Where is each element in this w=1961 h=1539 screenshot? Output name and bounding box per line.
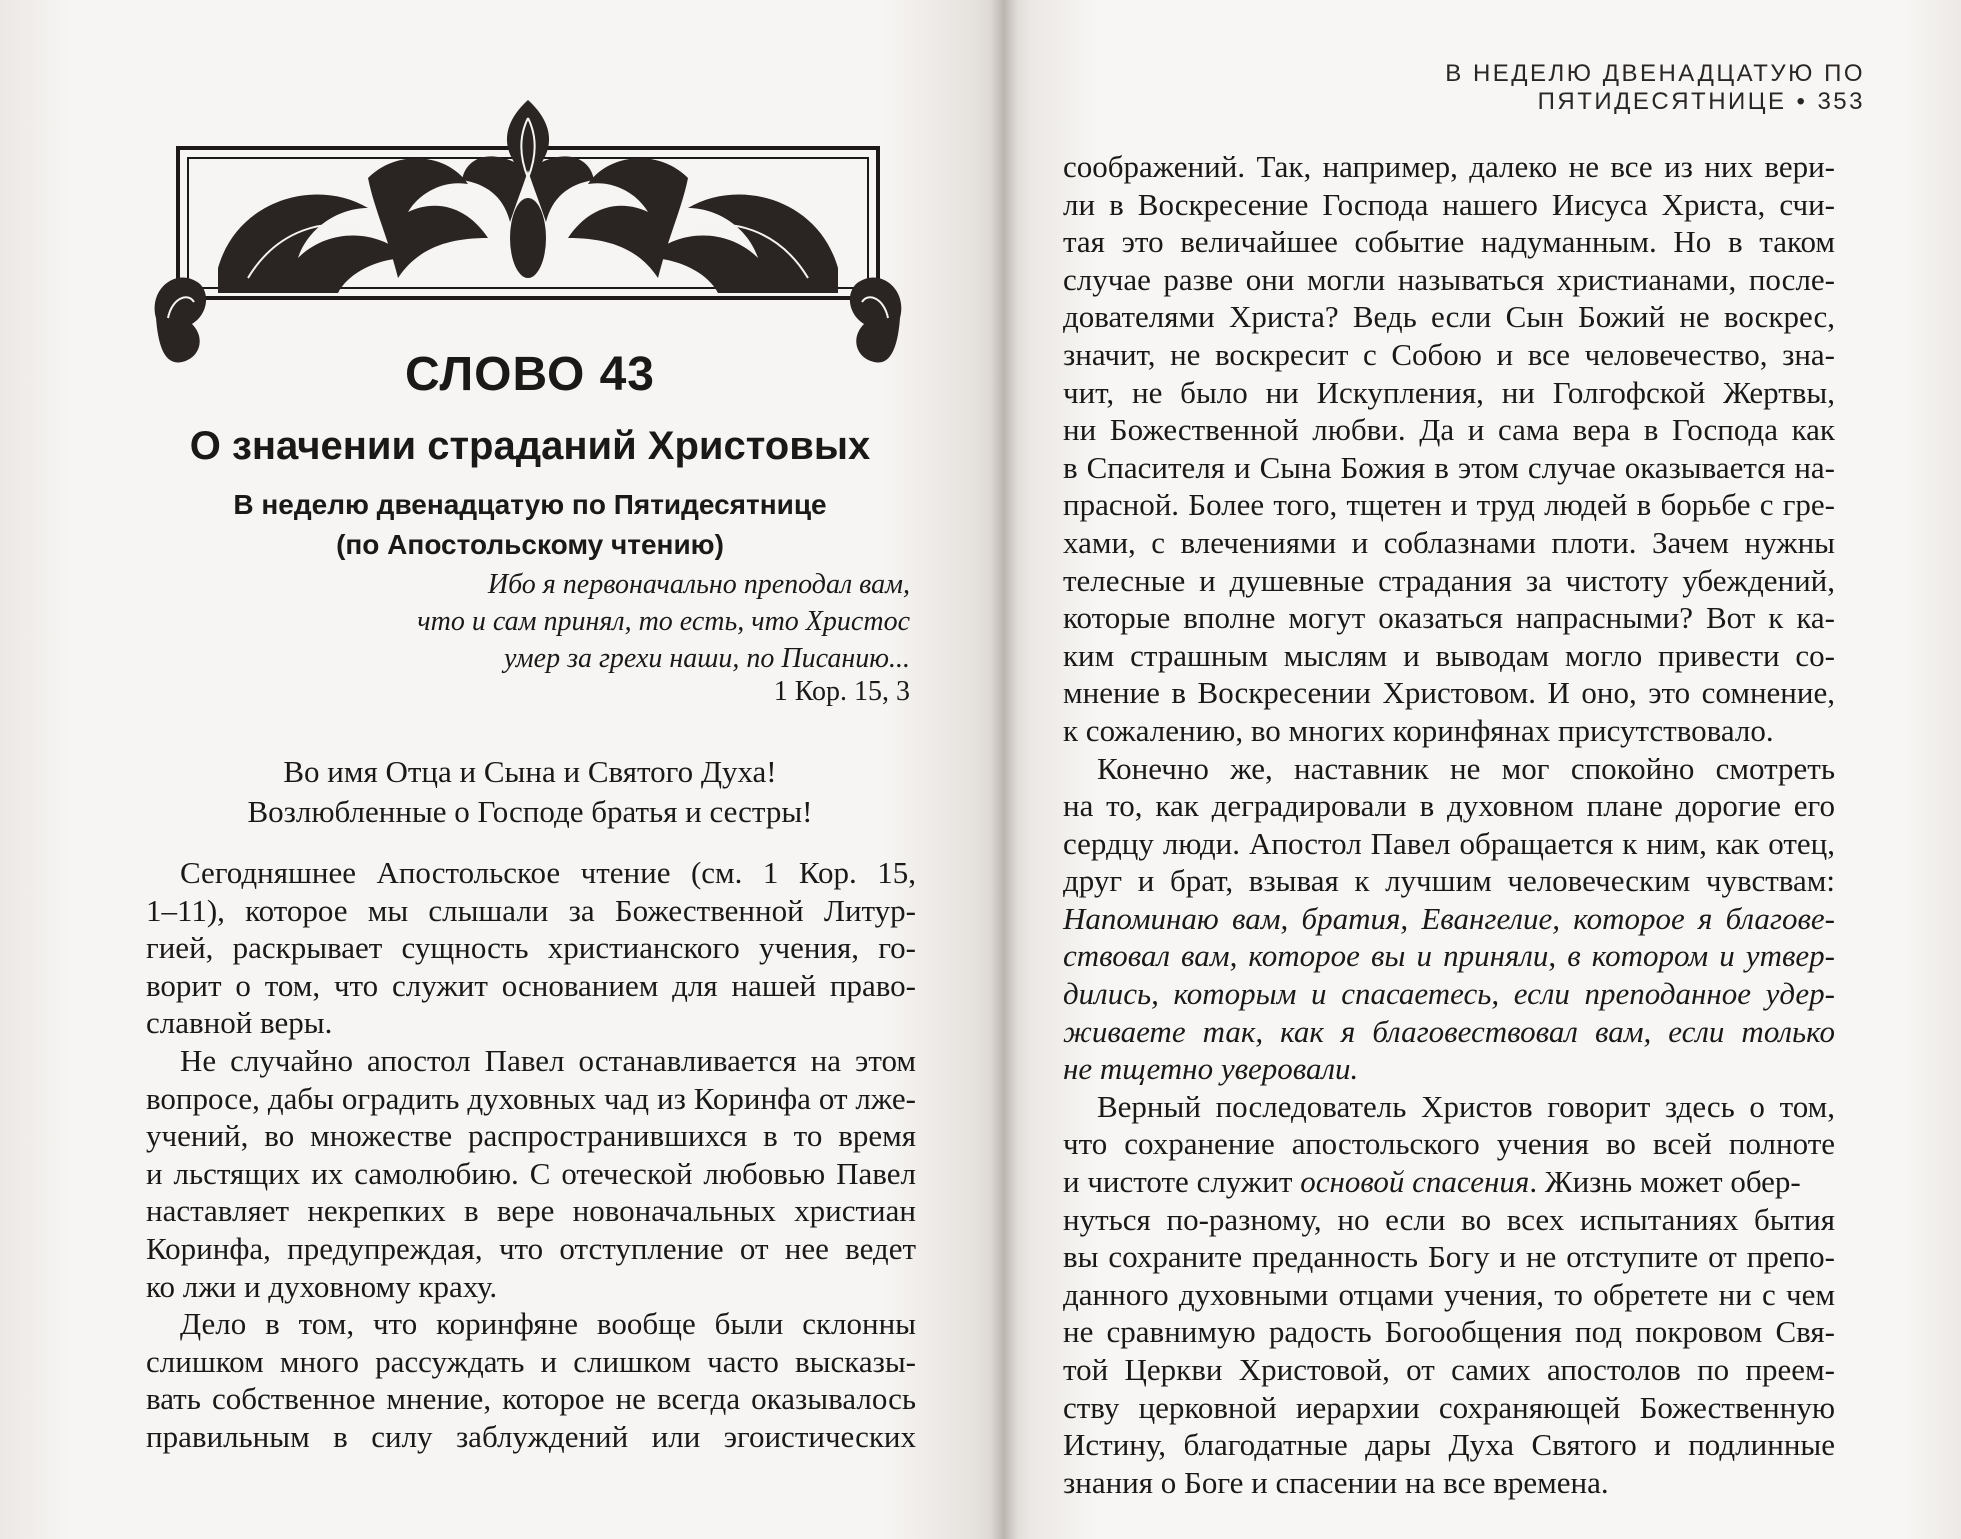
book-gutter bbox=[990, 0, 1018, 1539]
text-line: на то, как деградировали в духовном плане дорогие его bbox=[1063, 788, 1835, 824]
occasion-line-2: (по Апостольскому чтению) bbox=[336, 529, 724, 560]
text-line: что сохранение апостольского учения во всей полноте bbox=[1063, 1126, 1835, 1162]
text-line: к сожалению, во многих коринфянах присутствовало. bbox=[1063, 712, 1774, 748]
running-head bbox=[1225, 60, 1865, 116]
emphasis-phrase: основой спасения bbox=[1300, 1164, 1530, 1200]
text-line: ни Божественной любви. Да и сама вера в Господа как bbox=[1063, 412, 1835, 448]
text-line: Не случайно апостол Павел останавливается на этом bbox=[180, 1042, 916, 1078]
text-line: соображений. Так, например, далеко не все из них вери- bbox=[1063, 149, 1835, 184]
quote-line: ствовал вам, которое вы и приняли, в котором и утвер- bbox=[1063, 938, 1835, 974]
running-head-separator: • bbox=[1796, 88, 1808, 115]
text-line: мнение в Воскресении Христовом. И оно, это сомнение, bbox=[1063, 675, 1835, 711]
ornament-headpiece bbox=[148, 88, 908, 388]
text-line: Коринфа, предупреждая, что отступление от нее ведет bbox=[146, 1230, 916, 1266]
text-line: которые вполне могут оказаться напрасными? Вот к ка- bbox=[1063, 600, 1835, 636]
epigraph-line: Ибо я первоначально преподал вам, bbox=[487, 569, 910, 600]
text-line: ворит о том, что служит основанием для нашей право- bbox=[146, 967, 916, 1003]
text-line: учений, во множестве распространившихся в то время bbox=[146, 1118, 916, 1154]
text-line: правильным в силу заблуждений или эгоистических bbox=[146, 1418, 916, 1454]
invocation-line-2: Возлюбленные о Господе братья и сестры! bbox=[247, 794, 813, 829]
text-line: Сегодняшнее Апостольское чтение (см. 1 Кор. 15, bbox=[180, 855, 916, 890]
right-column-text bbox=[1063, 148, 1835, 1501]
text-line: ли в Воскресение Господа нашего Иисуса Христа, счи- bbox=[1063, 186, 1835, 222]
text-line: Истину, благодатные дары Духа Святого и подлинные bbox=[1063, 1427, 1835, 1463]
text-line: и льстящих их самолюбию. С отеческой любовью Павел bbox=[146, 1155, 916, 1191]
text-line: ству церковной иерархии сохраняющей Божественную bbox=[1063, 1389, 1835, 1425]
text-line: 1–11), которое мы слышали за Божественной Литур- bbox=[146, 892, 916, 928]
text-line: Конечно же, наставник не мог спокойно смотреть bbox=[1097, 750, 1835, 786]
text-line: вопросе, дабы оградить духовных чад из Коринфа от лже- bbox=[146, 1080, 916, 1116]
text-line: Верный последователь Христов говорит здесь о том, bbox=[1097, 1088, 1835, 1124]
text-fragment: . Жизнь может обер- bbox=[1529, 1164, 1801, 1200]
occasion-line-1: В неделю двенадцатую по Пятидесятнице bbox=[233, 489, 827, 520]
invocation bbox=[150, 752, 910, 832]
epigraph-line: что и сам принял, то есть, что Христос bbox=[417, 606, 910, 637]
text-line: Дело в том, что коринфяне вообще были склонны bbox=[180, 1306, 916, 1342]
sermon-heading bbox=[150, 345, 910, 565]
epigraph bbox=[380, 566, 910, 677]
epigraph-line: умер за грехи наши, по Писанию... bbox=[504, 643, 910, 674]
text-line: тая это величайшее событие надуманным. Но в таком bbox=[1063, 224, 1835, 260]
page-number: 353 bbox=[1817, 88, 1865, 115]
text-line: нуться по-разному, но если во всех испытаниях бытия bbox=[1063, 1201, 1835, 1237]
text-line: чит, не было ни Искупления, ни Голгофской Жертвы, bbox=[1063, 374, 1835, 410]
sermon-occasion bbox=[150, 485, 910, 565]
text-line: слишком много рассуждать и слишком часто высказы- bbox=[146, 1343, 916, 1379]
sermon-title: О значении страданий Христовых bbox=[189, 424, 871, 468]
left-column-text bbox=[146, 854, 916, 1456]
text-line: друг и брат, взывая к лучшим человеческим чувствам: bbox=[1063, 863, 1835, 899]
invocation-line-1: Во имя Отца и Сына и Святого Духа! bbox=[283, 754, 777, 789]
text-line bbox=[1063, 1163, 1835, 1201]
text-line: дователями Христа? Ведь если Сын Божий не воскрес, bbox=[1063, 299, 1835, 335]
quote-line: Напоминаю вам, братия, Евангелие, которое я благове- bbox=[1063, 900, 1835, 936]
text-line: данного духовными отцами учения, то обретете ни с чем bbox=[1063, 1276, 1835, 1312]
text-line: ким страшным мыслям и выводам могло привести со- bbox=[1063, 637, 1835, 673]
text-line: случае разве они могли называться христианами, после- bbox=[1063, 261, 1835, 297]
text-line: значит, не воскресит с Собою и все человечество, зна- bbox=[1063, 336, 1835, 372]
text-line: наставляет некрепких в вере новоначальных христиан bbox=[146, 1193, 916, 1229]
text-line: славной веры. bbox=[146, 1005, 333, 1041]
text-line: ко лжи и духовному краху. bbox=[146, 1268, 498, 1304]
text-line: знания о Боге и спасении на все времена. bbox=[1063, 1464, 1609, 1500]
text-line: не сравнимую радость Богообщения под покровом Свя- bbox=[1063, 1314, 1835, 1350]
text-line: сердцу люди. Апостол Павел обращается к ним, как отец, bbox=[1063, 825, 1835, 861]
text-line: гией, раскрывает сущность христианского учения, го- bbox=[146, 930, 916, 966]
text-line: вы сохраните преданность Богу и не отступите от препо- bbox=[1063, 1239, 1835, 1275]
text-line: вать собственное мнение, которое не всегда оказывалось bbox=[146, 1381, 916, 1417]
text-line: той Церкви Христовой, от самих апостолов по преем- bbox=[1063, 1352, 1835, 1387]
text-line: хами, с влечениями и соблазнами плоти. Зачем нужны bbox=[1063, 524, 1835, 560]
text-line: прасной. Более того, тщетен и труд людей в борьбе с гре- bbox=[1063, 487, 1835, 523]
epigraph-reference: 1 Кор. 15, 3 bbox=[773, 676, 910, 707]
quote-line: дились, которым и спасаетесь, если преподанное удер- bbox=[1063, 976, 1835, 1012]
text-line: в Спасителя и Сына Божия в этом случае оказывается на- bbox=[1063, 449, 1835, 485]
quote-line: живаете так, как я благовествовал вам, если только bbox=[1063, 1013, 1835, 1049]
text-line: телесные и душевные страдания за чистоту убеждений, bbox=[1063, 562, 1835, 598]
quote-line: не тщетно уверовали. bbox=[1063, 1051, 1359, 1087]
text-fragment: и чистоте служит bbox=[1063, 1164, 1301, 1200]
sermon-number: СЛОВО 43 bbox=[404, 348, 655, 401]
running-head-title: В НЕДЕЛЮ ДВЕНАДЦАТУЮ ПО ПЯТИДЕСЯТНИЦЕ bbox=[1445, 60, 1865, 115]
